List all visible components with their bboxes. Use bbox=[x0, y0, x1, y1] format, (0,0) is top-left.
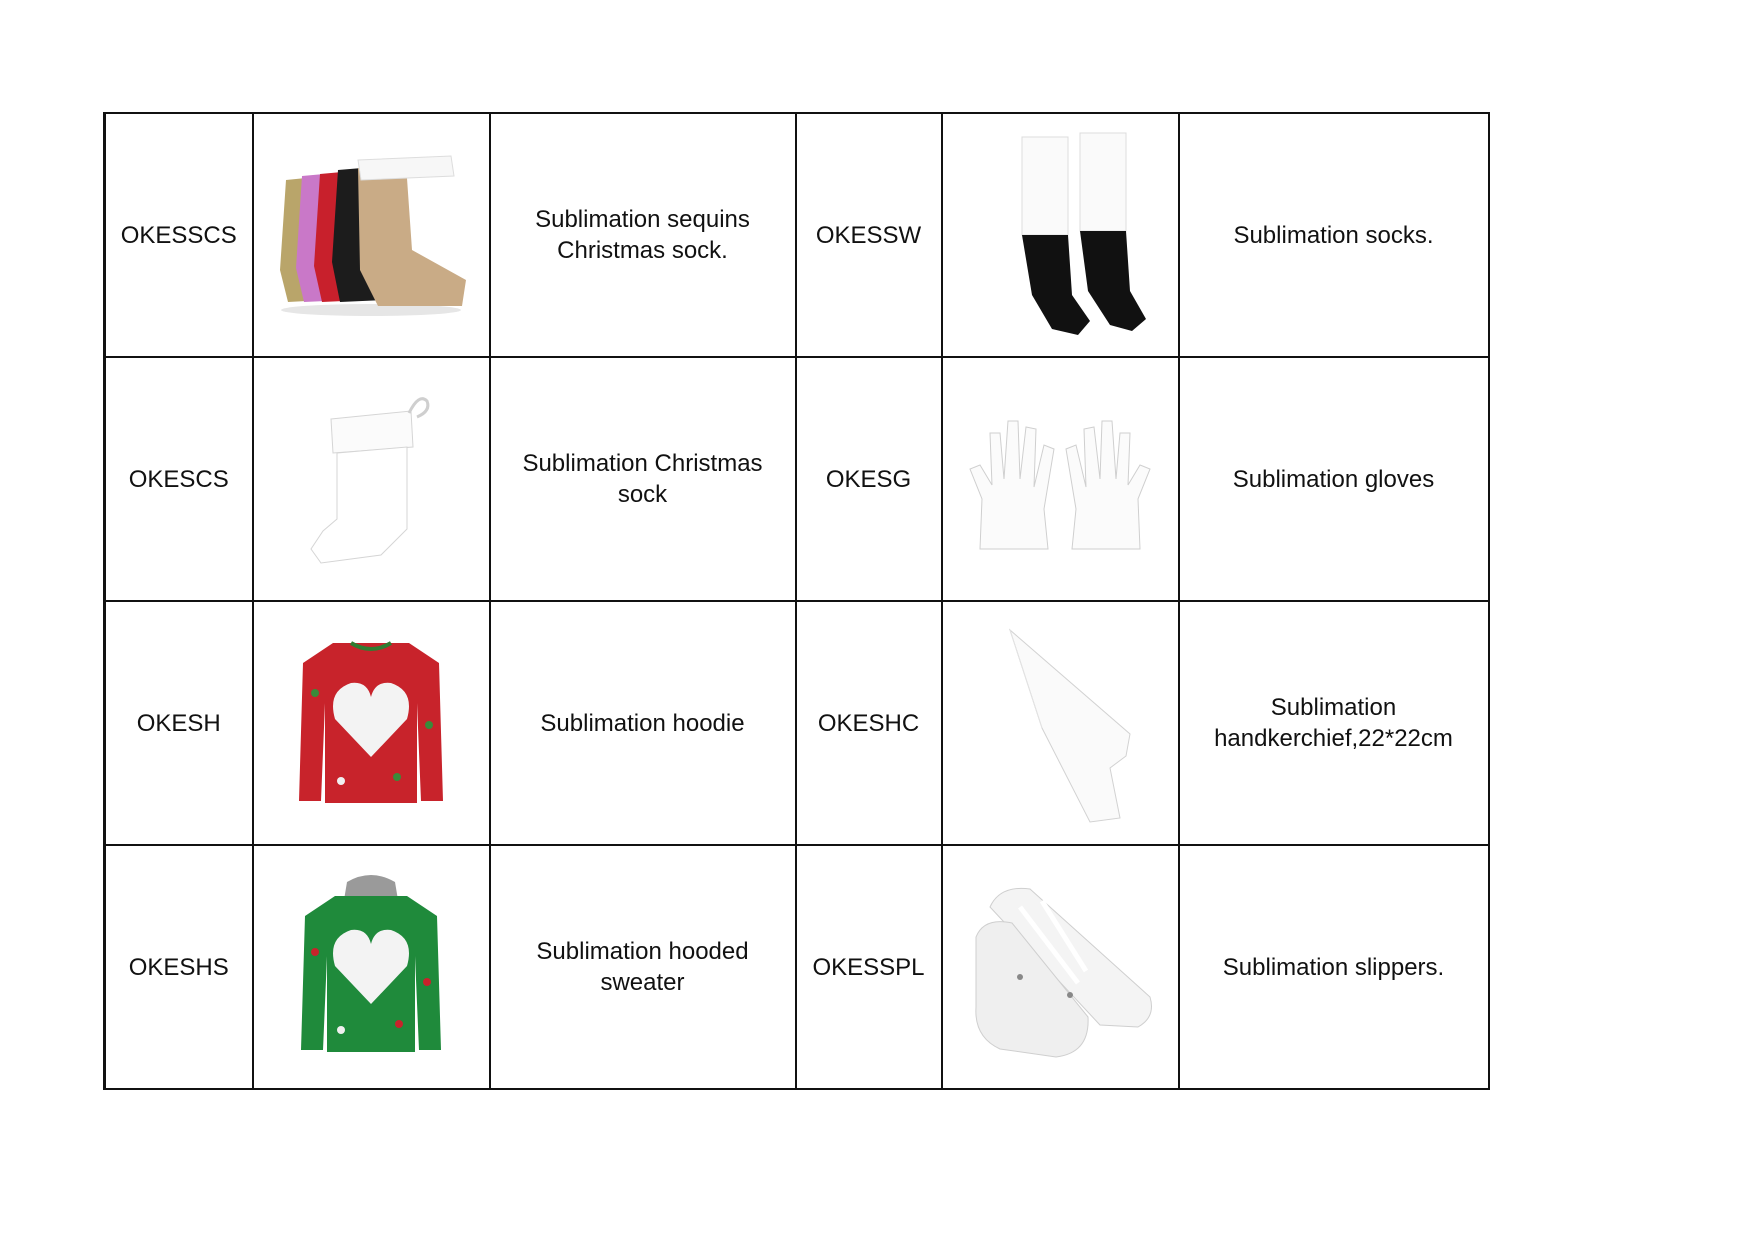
product-image-cell bbox=[942, 357, 1179, 601]
white-handkerchief-image bbox=[970, 618, 1150, 828]
white-slippers-image bbox=[960, 867, 1160, 1067]
product-code-cell: OKESG bbox=[796, 357, 942, 601]
product-code-cell: OKESHS bbox=[105, 845, 253, 1089]
table-row bbox=[105, 357, 1489, 601]
product-code-cell: OKESHC bbox=[796, 601, 942, 845]
product-code-cell: OKESCS bbox=[105, 357, 253, 601]
product-image-cell bbox=[253, 601, 490, 845]
product-image-cell bbox=[942, 601, 1179, 845]
table-row bbox=[105, 113, 1489, 357]
product-description-cell: Sublimation Christmas sock bbox=[490, 357, 796, 601]
product-description-cell: Sublimation handkerchief,22*22cm bbox=[1179, 601, 1489, 845]
product-description-cell: Sublimation hoodie bbox=[490, 601, 796, 845]
table-row bbox=[105, 845, 1489, 1089]
product-code-cell: OKESH bbox=[105, 601, 253, 845]
product-description-cell: Sublimation sequins Christmas sock. bbox=[490, 113, 796, 357]
product-image-cell bbox=[253, 845, 490, 1089]
red-christmas-hoodie-image bbox=[271, 633, 471, 813]
product-code-cell: OKESSCS bbox=[105, 113, 253, 357]
green-hooded-sweater-image bbox=[271, 872, 471, 1062]
product-code-cell: OKESSW bbox=[796, 113, 942, 357]
white-gloves-image bbox=[960, 399, 1160, 559]
white-christmas-sock-image bbox=[271, 379, 471, 579]
product-description-cell: Sublimation socks. bbox=[1179, 113, 1489, 357]
table-row bbox=[105, 601, 1489, 845]
product-image-cell bbox=[942, 113, 1179, 357]
product-description-cell: Sublimation slippers. bbox=[1179, 845, 1489, 1089]
product-image-cell bbox=[253, 113, 490, 357]
product-image-cell bbox=[942, 845, 1179, 1089]
product-code-cell: OKESSPL bbox=[796, 845, 942, 1089]
product-image-cell bbox=[253, 357, 490, 601]
product-description-cell: Sublimation hooded sweater bbox=[490, 845, 796, 1089]
product-table bbox=[103, 112, 1490, 1090]
black-white-socks-image bbox=[960, 125, 1160, 345]
product-description-cell: Sublimation gloves bbox=[1179, 357, 1489, 601]
sequin-christmas-socks-image bbox=[266, 150, 476, 320]
